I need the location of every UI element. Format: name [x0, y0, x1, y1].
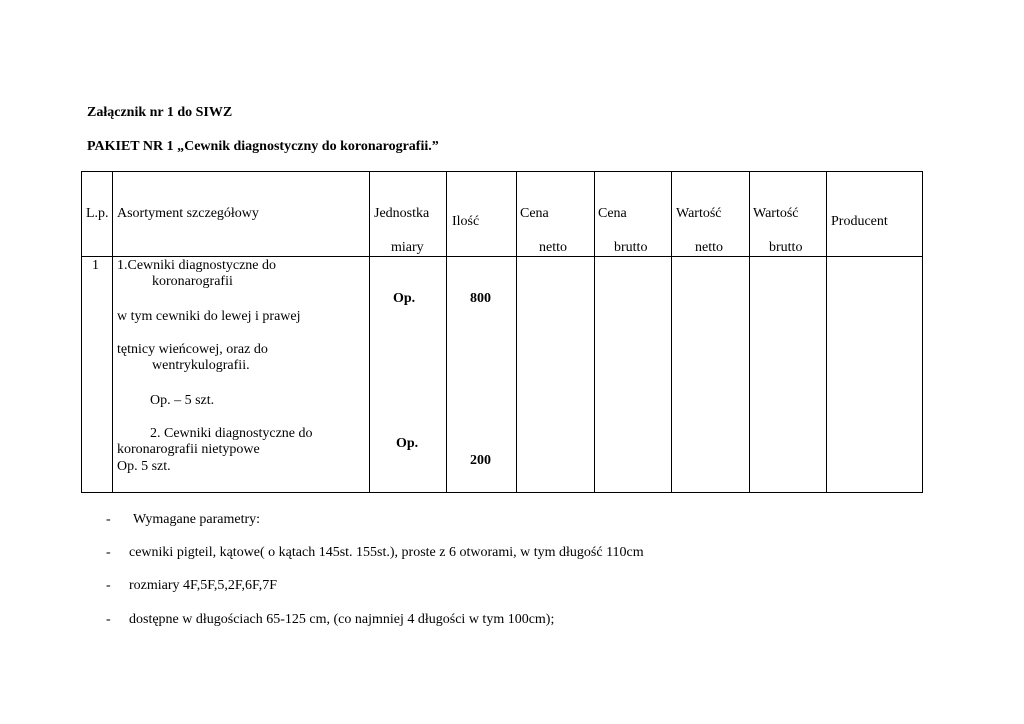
header-lp: L.p.: [86, 206, 109, 221]
item1-name-line2: koronarografii: [152, 274, 233, 289]
item1-pack: Op. – 5 szt.: [150, 393, 215, 408]
list-bullet: -: [106, 512, 111, 527]
row-lp: 1: [92, 258, 99, 273]
table-border-right: [922, 171, 923, 493]
header-unit-line2: miary: [391, 240, 424, 255]
header-producer: Producent: [831, 214, 888, 229]
header-gross-value-line1: Wartość: [753, 206, 799, 221]
item1-qty: 800: [470, 291, 491, 306]
table-border-bottom: [81, 492, 923, 493]
table-col-divider: [516, 171, 517, 493]
header-gross-price-line2: brutto: [614, 240, 648, 255]
header-net-value-line2: netto: [695, 240, 723, 255]
list-bullet: -: [106, 612, 111, 627]
header-gross-value-line2: brutto: [769, 240, 803, 255]
item1-name-line4: tętnicy wieńcowej, oraz do: [117, 342, 268, 357]
table-col-divider: [112, 171, 113, 493]
item2-name-line1: 2. Cewniki diagnostyczne do: [150, 426, 313, 441]
table-col-divider: [749, 171, 750, 493]
table-col-divider: [826, 171, 827, 493]
item2-qty: 200: [470, 453, 491, 468]
header-gross-price-line1: Cena: [598, 206, 627, 221]
header-unit-line1: Jednostka: [374, 206, 430, 221]
header-net-price-line2: netto: [539, 240, 567, 255]
list-item: cewniki pigteil, kątowe( o kątach 145st. 155st.), proste z 6 otworami, w tym długość 110cm: [129, 545, 644, 560]
list-bullet: -: [106, 578, 111, 593]
item1-unit: Op.: [393, 291, 416, 306]
list-item: rozmiary 4F,5F,5,2F,6F,7F: [129, 578, 277, 593]
list-item: Wymagane parametry:: [133, 512, 261, 527]
table-col-divider: [446, 171, 447, 493]
header-assortment: Asortyment szczegółowy: [117, 206, 259, 221]
list-bullet: -: [106, 545, 111, 560]
header-net-price-line1: Cena: [520, 206, 549, 221]
table-col-divider: [369, 171, 370, 493]
package-title: PAKIET NR 1 „Cewnik diagnostyczny do koronarografii.”: [87, 139, 439, 154]
header-net-value-line1: Wartość: [676, 206, 722, 221]
annex-title: Załącznik nr 1 do SIWZ: [87, 105, 233, 120]
table-header-divider: [81, 256, 923, 257]
table-col-divider: [81, 171, 82, 493]
header-qty: Ilość: [452, 214, 480, 229]
item2-name-line2: koronarografii nietypowe: [117, 442, 260, 457]
item1-name-line1: 1.Cewniki diagnostyczne do: [117, 258, 277, 273]
item2-pack: Op. 5 szt.: [117, 459, 171, 474]
table-col-divider: [594, 171, 595, 493]
table-col-divider: [671, 171, 672, 493]
table-border-top: [81, 171, 923, 172]
list-item: dostępne w długościach 65-125 cm, (co najmniej 4 długości w tym 100cm);: [129, 612, 555, 627]
item1-name-line3: w tym cewniki do lewej i prawej: [117, 309, 301, 324]
item1-name-line5: wentrykulografii.: [152, 358, 250, 373]
item2-unit: Op.: [396, 436, 419, 451]
